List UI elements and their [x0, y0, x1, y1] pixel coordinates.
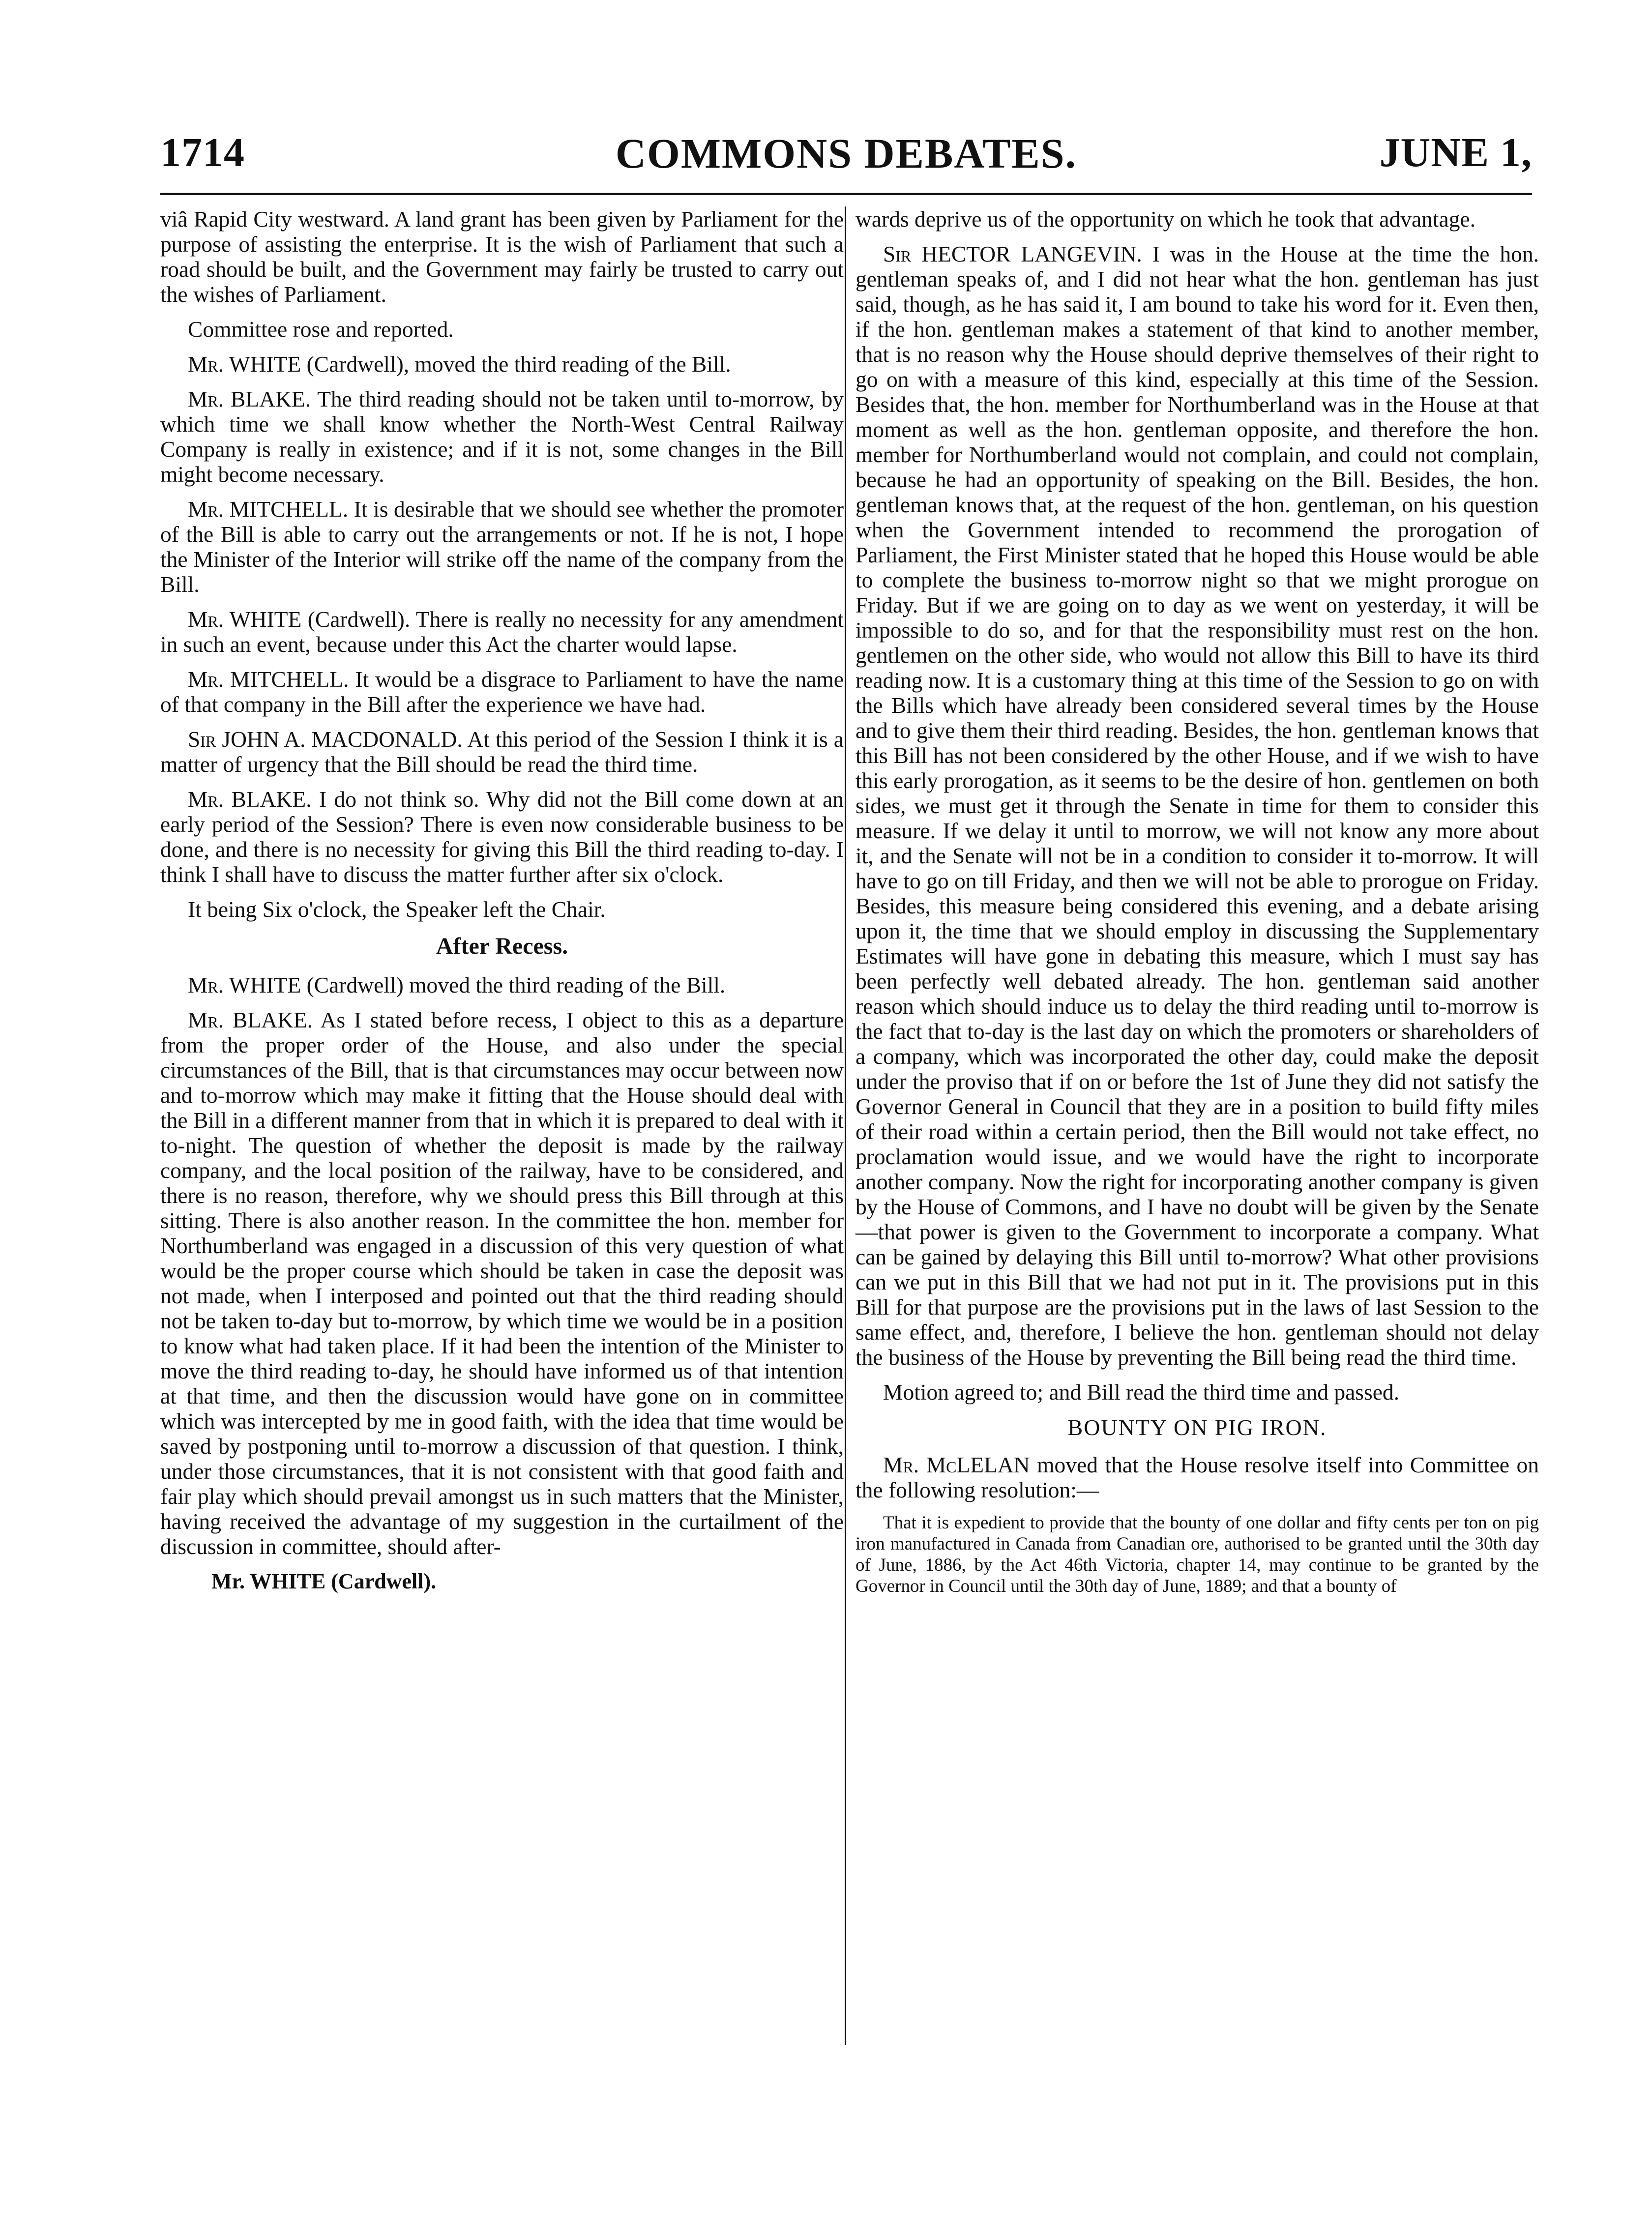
speaker-name: Mr. WHITE: [188, 972, 301, 997]
paragraph: Mr. MITCHELL. It is desirable that we should see whether the promoter of the Bill is able to carry out the arrangements or not. If he is not, I hope the Minister of the Interior will strike off the name of the company from the Bill.: [160, 497, 844, 597]
paragraph: Mr. BLAKE. As I stated before recess, I object to this as a departure from the proper order of the House, and also under the special circumstances of the Bill, that is that circumstances may occur between now and to-morrow which may make it fitting that the House should deal with the Bill in a different manner from that in which it is prepared to deal with it to-night. The question of whether the deposit is made by the railway company, and the local position of the railway, have to be considered, and there is no reason, therefore, why we should press this Bill through at this sitting. There is also another reason. In the committee the hon. member for Northumberland was engaged in a discussion of this very question of what would be the proper course which should be taken in case the deposit was not made, when I interposed and pointed out that the third reading should not be taken to-day but to-morrow, by which time we would be in a position to know what had taken place. If it had been the intention of the Minister to move the third reading to-day, he should have informed us of that intention at that time, and then the discussion would have gone on in committee which was intercepted by me in good faith, with the idea that time would be saved by postponing until to-morrow a discussion of that question. I think, under those circumstances, that it is not consistent with that good faith and fair play which should prevail amongst us in such matters that the Minister, having received the advantage of my suggestion in the curtailment of the discussion in committee, should after-: [160, 1007, 844, 1559]
speaker-name: Sir JOHN A. MACDONALD.: [188, 727, 463, 752]
section-heading-bounty: BOUNTY ON PIG IRON.: [1067, 1415, 1327, 1440]
paragraph: Motion agreed to; and Bill read the third time and passed.: [883, 1379, 1400, 1405]
right-column: [856, 206, 1539, 1607]
paragraph: It being Six o'clock, the Speaker left the Chair.: [188, 897, 606, 922]
page-header: [160, 129, 1532, 183]
page-number: 1714: [160, 130, 245, 176]
paragraph: wards deprive us of the opportunity on which he took that advantage.: [856, 206, 1476, 232]
column-divider: [845, 206, 846, 2045]
paragraph: Mr. McLELAN moved that the House resolve itself into Committee on the following resolution:—: [856, 1452, 1539, 1502]
speaker-name: Mr. MITCHELL.: [188, 497, 349, 522]
speaker-name: Mr. BLAKE.: [188, 1007, 313, 1032]
speaker-name: Sir HECTOR LANGEVIN.: [883, 241, 1142, 266]
paragraph: Mr. WHITE (Cardwell), moved the third reading of the Bill.: [188, 352, 731, 377]
header-rule: [160, 193, 1532, 195]
left-column: [160, 206, 844, 1594]
speaker-name: Mr. BLAKE.: [188, 787, 312, 812]
paragraph: Committee rose and reported.: [188, 317, 454, 342]
speaker-name: Mr. MITCHELL.: [188, 667, 349, 692]
resolution-text: That it is expedient to provide that the bounty of one dollar and fifty cents per ton on pig iron manufactured in Canada from Canadian ore, authorised to be granted until the 30th day of June, 1886, by the Act 46th Victoria, chapter 14, may continue to be granted by the Governor in Council until the 30th day of June, 1889; and that a bounty of: [856, 1513, 1539, 1596]
paragraph: Sir JOHN A. MACDONALD. At this period of the Session I think it is a matter of urgency that the Bill should be read the third time.: [160, 727, 844, 777]
paragraph: Mr. BLAKE. I do not think so. Why did not the Bill come down at an early period of the Session? There is even now considerable business to be done, and there is no necessity for giving this Bill the third reading to-day. I think I shall have to discuss the matter further after six o'clock.: [160, 787, 844, 887]
paragraph: Mr. MITCHELL. It would be a disgrace to Parliament to have the name of that company in the Bill after the experience we have had.: [160, 667, 844, 717]
speaker-name: Mr. WHITE: [188, 352, 301, 377]
publication-title: COMMONS DEBATES.: [615, 130, 1077, 177]
paragraph: viâ Rapid City westward. A land grant has been given by Parliament for the purpose of assisting the enterprise. It is the wish of Parliament that such a road should be built, and the Government may fairly be trusted to carry out the wishes of Parliament.: [160, 206, 844, 307]
section-heading-after-recess: After Recess.: [436, 933, 568, 959]
paragraph: Sir HECTOR LANGEVIN. I was in the House at the time the hon. gentleman speaks of, and I did not hear what the hon. gentleman has just said, though, as he has said it, I am bound to take his word for it. Even then, if the hon. gentleman makes a statement of that kind to another member, that is no reason why the House should deprive themselves of their right to go on with a measure of this kind, especially at this time of the Session. Besides that, the hon. member for Northumberland was in the House at that moment as well as the hon. gentleman opposite, and therefore the hon. member for Northumberland would not complain, and could not complain, because he had an opportunity of speaking on the Bill. Besides, the hon. gentleman knows that, at the request of the hon. gentleman, on his question when the Government intended to recommend the prorogation of Parliament, the First Minister stated that he hoped this House would be able to complete the business to-morrow night so that we might prorogue on Friday. But if we are going on to day as we went on yesterday, it will be impossible to do so, and for that the responsibility must rest on the hon. gentlemen on the other side, who would not allow this Bill to have its third reading now. It is a customary thing at this time of the Session to go on with the Bills which have already been considered several times by the House and to give them their third reading. Besides, the hon. gentleman knows that this Bill has not been considered by the other House, and if we wish to have this early prorogation, as it seems to be the desire of hon. gentlemen on both sides, we must get it through the Senate in time for them to consider this measure. If we delay it until to morrow, we will not know any more about it, and the Senate will not be in a condition to consider it to-morrow. It will have to go on till Friday, and then we will not be able to prorogue on Friday. Besides, this measure being considered this evening, and a debate arising upon it, the time that we should employ in discussing the Supplementary Estimates will have gone in debating this measure, which I must say has been perfectly well debated already. The hon. gentleman said another reason which should induce us to delay the third reading until to-morrow is the fact that to-day is the last day on which the promoters or shareholders of a company, which was incorporated the other day, could make the deposit under the proviso that if on or before the 1st of June they did not satisfy the Governor General in Council that they are in a position to build fifty miles of their road within a certain period, then the Bill would not take effect, no proclamation would issue, and we would have the right to incorporate another company. Now the right for incorporating another company is given by the House of Commons, and I have no doubt will be given by the Senate—that power is given to the Government to incorporate a company. What can be gained by delaying this Bill until to-morrow? What other provisions can we put in this Bill that we had not put in it. The provisions put in this Bill for that purpose are the provisions put in the laws of last Session to the same effect, and, therefore, I believe the hon. gentleman should not delay the business of the House by preventing the Bill being read the third time.: [856, 241, 1539, 1370]
speaker-name: Mr. WHITE: [188, 607, 302, 632]
footer-speaker: Mr. WHITE (Cardwell).: [211, 1569, 437, 1593]
speaker-name: Mr. McLELAN: [883, 1452, 1030, 1477]
paragraph: Mr. BLAKE. The third reading should not be taken until to-morrow, by which time we shall know whether the North-West Central Railway Company is really in existence; and if it is not, some changes in the Bill might become necessary.: [160, 386, 844, 487]
page-date: JUNE 1,: [1379, 130, 1532, 176]
speaker-name: Mr. BLAKE.: [188, 386, 311, 411]
paragraph: Mr. WHITE (Cardwell) moved the third reading of the Bill.: [188, 972, 726, 997]
paragraph: Mr. WHITE (Cardwell). There is really no necessity for any amendment in such an event, because under this Act the charter would lapse.: [160, 607, 844, 657]
